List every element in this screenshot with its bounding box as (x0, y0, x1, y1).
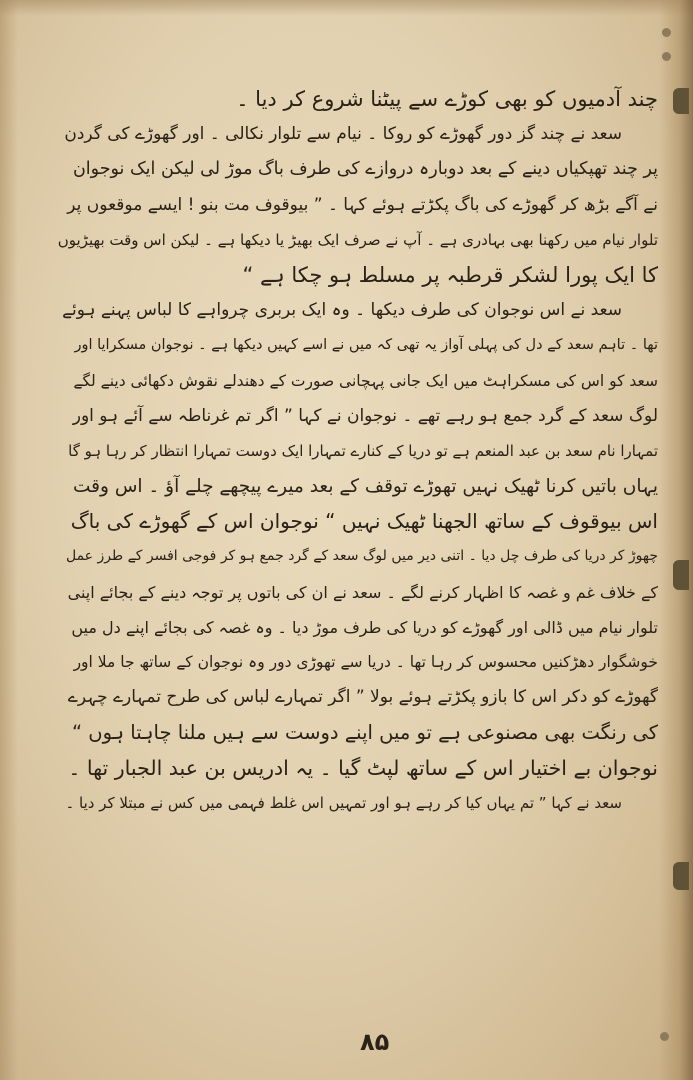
binding-tab (673, 560, 689, 590)
text-line: اس بیوقوف کے ساتھ الجھنا ٹھیک نہیں “ نوجوان اس کے گھوڑے کی باگ (70, 509, 658, 534)
page-right-shadow (659, 0, 693, 1080)
text-line: سعد کو اس کی مسکراہٹ میں ایک جانی پہچانی صورت کے دھندلے نقوش دکھائی دینے لگے (73, 371, 658, 390)
text-line: لوگ سعد کے گرد جمع ہو رہے تھے ۔ نوجوان نے کہا ” اگر تم غرناطہ سے آئے ہو اور (72, 405, 658, 426)
binding-tab (673, 862, 689, 890)
text-line: کے خلاف غم و غصہ کا اظہار کرنے لگے ۔ سعد نے ان کی باتوں پر توجہ دینے کے بجائے اپنی (67, 582, 658, 602)
text-line: چھوڑ کر دریا کی طرف چل دیا ۔ اتنی دیر میں لوگ سعد کے گرد جمع ہو کر فوجی افسر کے طرز عمل (65, 548, 658, 565)
text-line: پر چند تھپکیاں دینے کے بعد دوبارہ دروازے کی طرف باگ موڑ لی لیکن ایک نوجوان (72, 159, 658, 180)
page-top-shadow (0, 0, 693, 16)
binding-hole (662, 52, 671, 61)
page-left-shadow (0, 0, 18, 1080)
body-text (58, 82, 658, 821)
text-line: تھا ۔ تاہم سعد کے دل کی پہلی آواز یہ تھی کہ میں نے اسے کہیں دیکھا ہے ۔ نوجوان مسکرایا اور (74, 337, 658, 354)
text-line: تلوار نیام میں رکھنا بھی بہادری ہے ۔ آپ نے صرف ایک بھیڑ یا دیکھا ہے ۔ لیکن اس وقت بھیڑیوں (57, 230, 658, 249)
text-line: نے آگے بڑھ کر گھوڑے کی باگ پکڑتے ہوئے کہا ۔ ” بیوقوف مت بنو ! ایسے موقعوں پر (67, 194, 658, 215)
text-line: کا ایک پورا لشکر قرطبہ پر مسلط ہو چکا ہے “ (242, 262, 658, 287)
text-line: سعد نے کہا ” تم یہاں کیا کر رہے ہو اور تمہیں اس غلط فہمی میں کس نے مبتلا کر دیا ۔ (65, 793, 622, 812)
text-line: چند آدمیوں کو بھی کوڑے سے پیٹنا شروع کر دیا ۔ (236, 87, 658, 111)
text-line: یہاں باتیں کرنا ٹھیک نہیں تھوڑے توقف کے بعد میرے پیچھے چلے آؤ ۔ اس وقت (73, 476, 658, 498)
text-line: نوجوان بے اختیار اس کے ساتھ لپٹ گیا ۔ یہ ادریس بن عبد الجبار تھا ۔ (68, 755, 658, 780)
text-line: سعد نے چند گز دور گھوڑے کو روکا ۔ نیام سے تلوار نکالی ۔ اور گھوڑے کی گردن (64, 124, 622, 145)
text-line: تلوار نیام میں ڈالی اور گھوڑے کو دریا کی طرف موڑ دیا ۔ وہ غصہ کی بجائے اپنے دل میں (71, 617, 658, 637)
page-number: ۸۵ (360, 1028, 390, 1056)
text-line: تمہارا نام سعد بن عبد المنعم ہے تو دریا کے کنارے تمہارا ایک دوست تمہارا انتظار کر رہا ہو گا (68, 441, 658, 460)
text-line: خوشگوار دھڑکنیں محسوس کر رہا تھا ۔ دریا سے تھوڑی دور وہ نوجوان کے ساتھ جا ملا اور (73, 653, 658, 671)
binding-tab (673, 88, 689, 114)
binding-hole (662, 28, 671, 37)
text-line: سعد نے اس نوجوان کی طرف دیکھا ۔ وہ ایک بربری چرواہے کا لباس پہنے ہوئے (62, 300, 622, 321)
binding-hole (660, 1032, 669, 1041)
text-line: گھوڑے کو دکر اس کا بازو پکڑتے ہوئے بولا ” اگر تمہارے لباس کی طرح تمہارے چہرے (67, 687, 658, 708)
text-line: کی رنگت بھی مصنوعی ہے تو میں اپنے دوست سے ہیں ملنا چاہتا ہوں “ (71, 721, 658, 745)
